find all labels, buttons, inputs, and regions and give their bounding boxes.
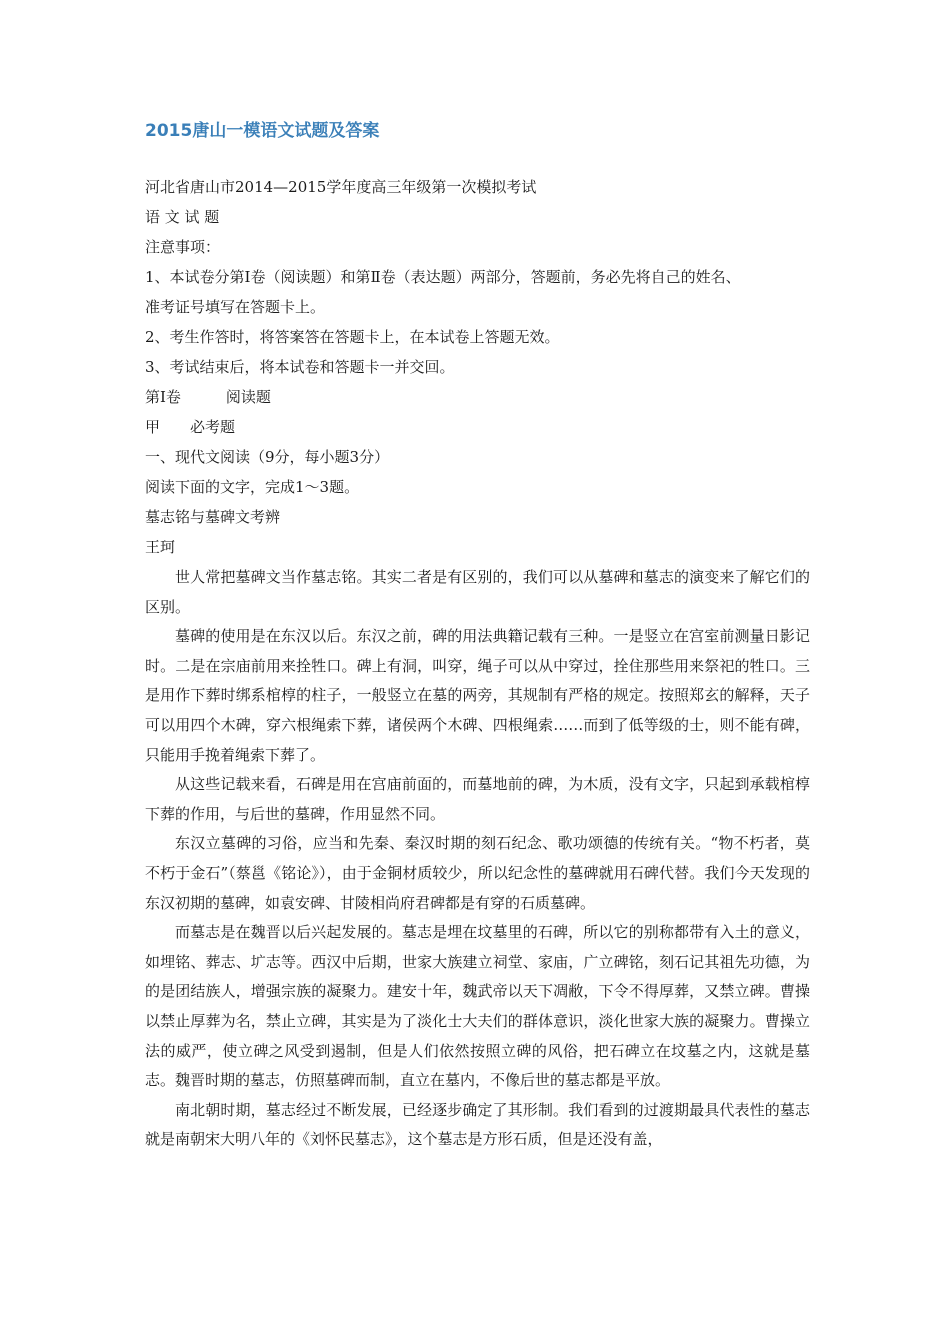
article-paragraph: 东汉立墓碑的习俗，应当和先秦、秦汉时期的刻石纪念、歌功颂德的传统有关。“物不朽者，莫不朽于金石”（蔡邕《铭论》），由于金铜材质较少，所以纪念性的墓碑就用石碑代替。我们今天发现的东汉初期的墓碑，如袁安碑、甘陵相尚府君碑都是有穿的石质墓碑。 xyxy=(145,834,810,912)
notice-item: 3、考试结束后，将本试卷和答题卡一并交回。 xyxy=(145,358,455,376)
notice-item-continued: 准考证号填写在答题卡上。 xyxy=(145,298,326,316)
article-paragraph: 从这些记载来看，石碑是用在宫庙前面的，而墓地前的碑，为木质，没有文字，只起到承载棺椁下葬的作用，与后世的墓碑，作用显然不同。 xyxy=(145,775,810,823)
article-body xyxy=(145,563,810,1155)
article-title: 墓志铭与墓碑文考辨 xyxy=(145,508,281,526)
question-group-heading: 一、现代文阅读（9分，每小题3分） xyxy=(145,448,390,466)
notice-heading: 注意事项： xyxy=(145,238,221,256)
article-paragraph: 南北朝时期，墓志经过不断发展，已经逐步确定了其形制。我们看到的过渡期最具代表性的墓志就是南朝宋大明八年的《刘怀民墓志》，这个墓志是方形石质，但是还没有盖， xyxy=(145,1100,810,1149)
article-paragraph: 而墓志是在魏晋以后兴起发展的。墓志是埋在坟墓里的石碑，所以它的别称都带有入土的意义，如埋铭、葬志、圹志等。西汉中后期，世家大族建立祠堂、家庙，广立碑铭，刻石记其祖先功德，为的是团结族人，增强宗族的凝聚力。建安十年，魏武帝以天下凋敝，下令不得厚葬，又禁立碑。曹操以禁止厚葬为名，禁止立碑，其实是为了淡化士大夫们的群体意识，淡化世家大族的凝聚力。曹操立法的威严，使立碑之风受到遏制，但是人们依然按照立碑的风俗，把石碑立在坟墓之内，这就是墓志。魏晋时期的墓志，仿照墓碑而制，直立在墓内，不像后世的墓志都是平放。 xyxy=(145,923,810,1090)
article-paragraph: 世人常把墓碑文当作墓志铭。其实二者是有区别的，我们可以从墓碑和墓志的演变来了解它们的区别。 xyxy=(145,568,810,616)
exam-header xyxy=(145,172,825,562)
volume-heading: 第Ⅰ卷 阅读题 xyxy=(145,388,271,406)
notice-item: 1、本试卷分第Ⅰ卷（阅读题）和第Ⅱ卷（表达题）两部分，答题前，务必先将自己的姓名、 xyxy=(145,268,741,286)
article-author: 王珂 xyxy=(145,538,176,556)
exam-name: 河北省唐山市2014—2015学年度高三年级第一次模拟考试 xyxy=(145,178,537,196)
instruction-line: 阅读下面的文字，完成1～3题。 xyxy=(145,478,360,496)
section-heading: 甲 必考题 xyxy=(145,418,236,436)
article-paragraph: 墓碑的使用是在东汉以后。东汉之前，碑的用法典籍记载有三种。一是竖立在宫室前测量日影记时。二是在宗庙前用来拴牲口。碑上有洞，叫穿，绳子可以从中穿过，拴住那些用来祭祀的牲口。三是用作下葬时绑系棺椁的柱子，一般竖立在墓的两旁，其规制有严格的规定。按照郑玄的解释，天子可以用四个木碑，穿六根绳索下葬，诸侯两个木碑、四根绳索……而到了低等级的士，则不能有碑，只能用手挽着绳索下葬了。 xyxy=(145,627,810,764)
page-title: 2015唐山一模语文试题及答案 xyxy=(145,121,380,141)
notice-item: 2、考生作答时，将答案答在答题卡上，在本试卷上答题无效。 xyxy=(145,328,560,346)
subject-title: 语 文 试 题 xyxy=(145,208,220,226)
